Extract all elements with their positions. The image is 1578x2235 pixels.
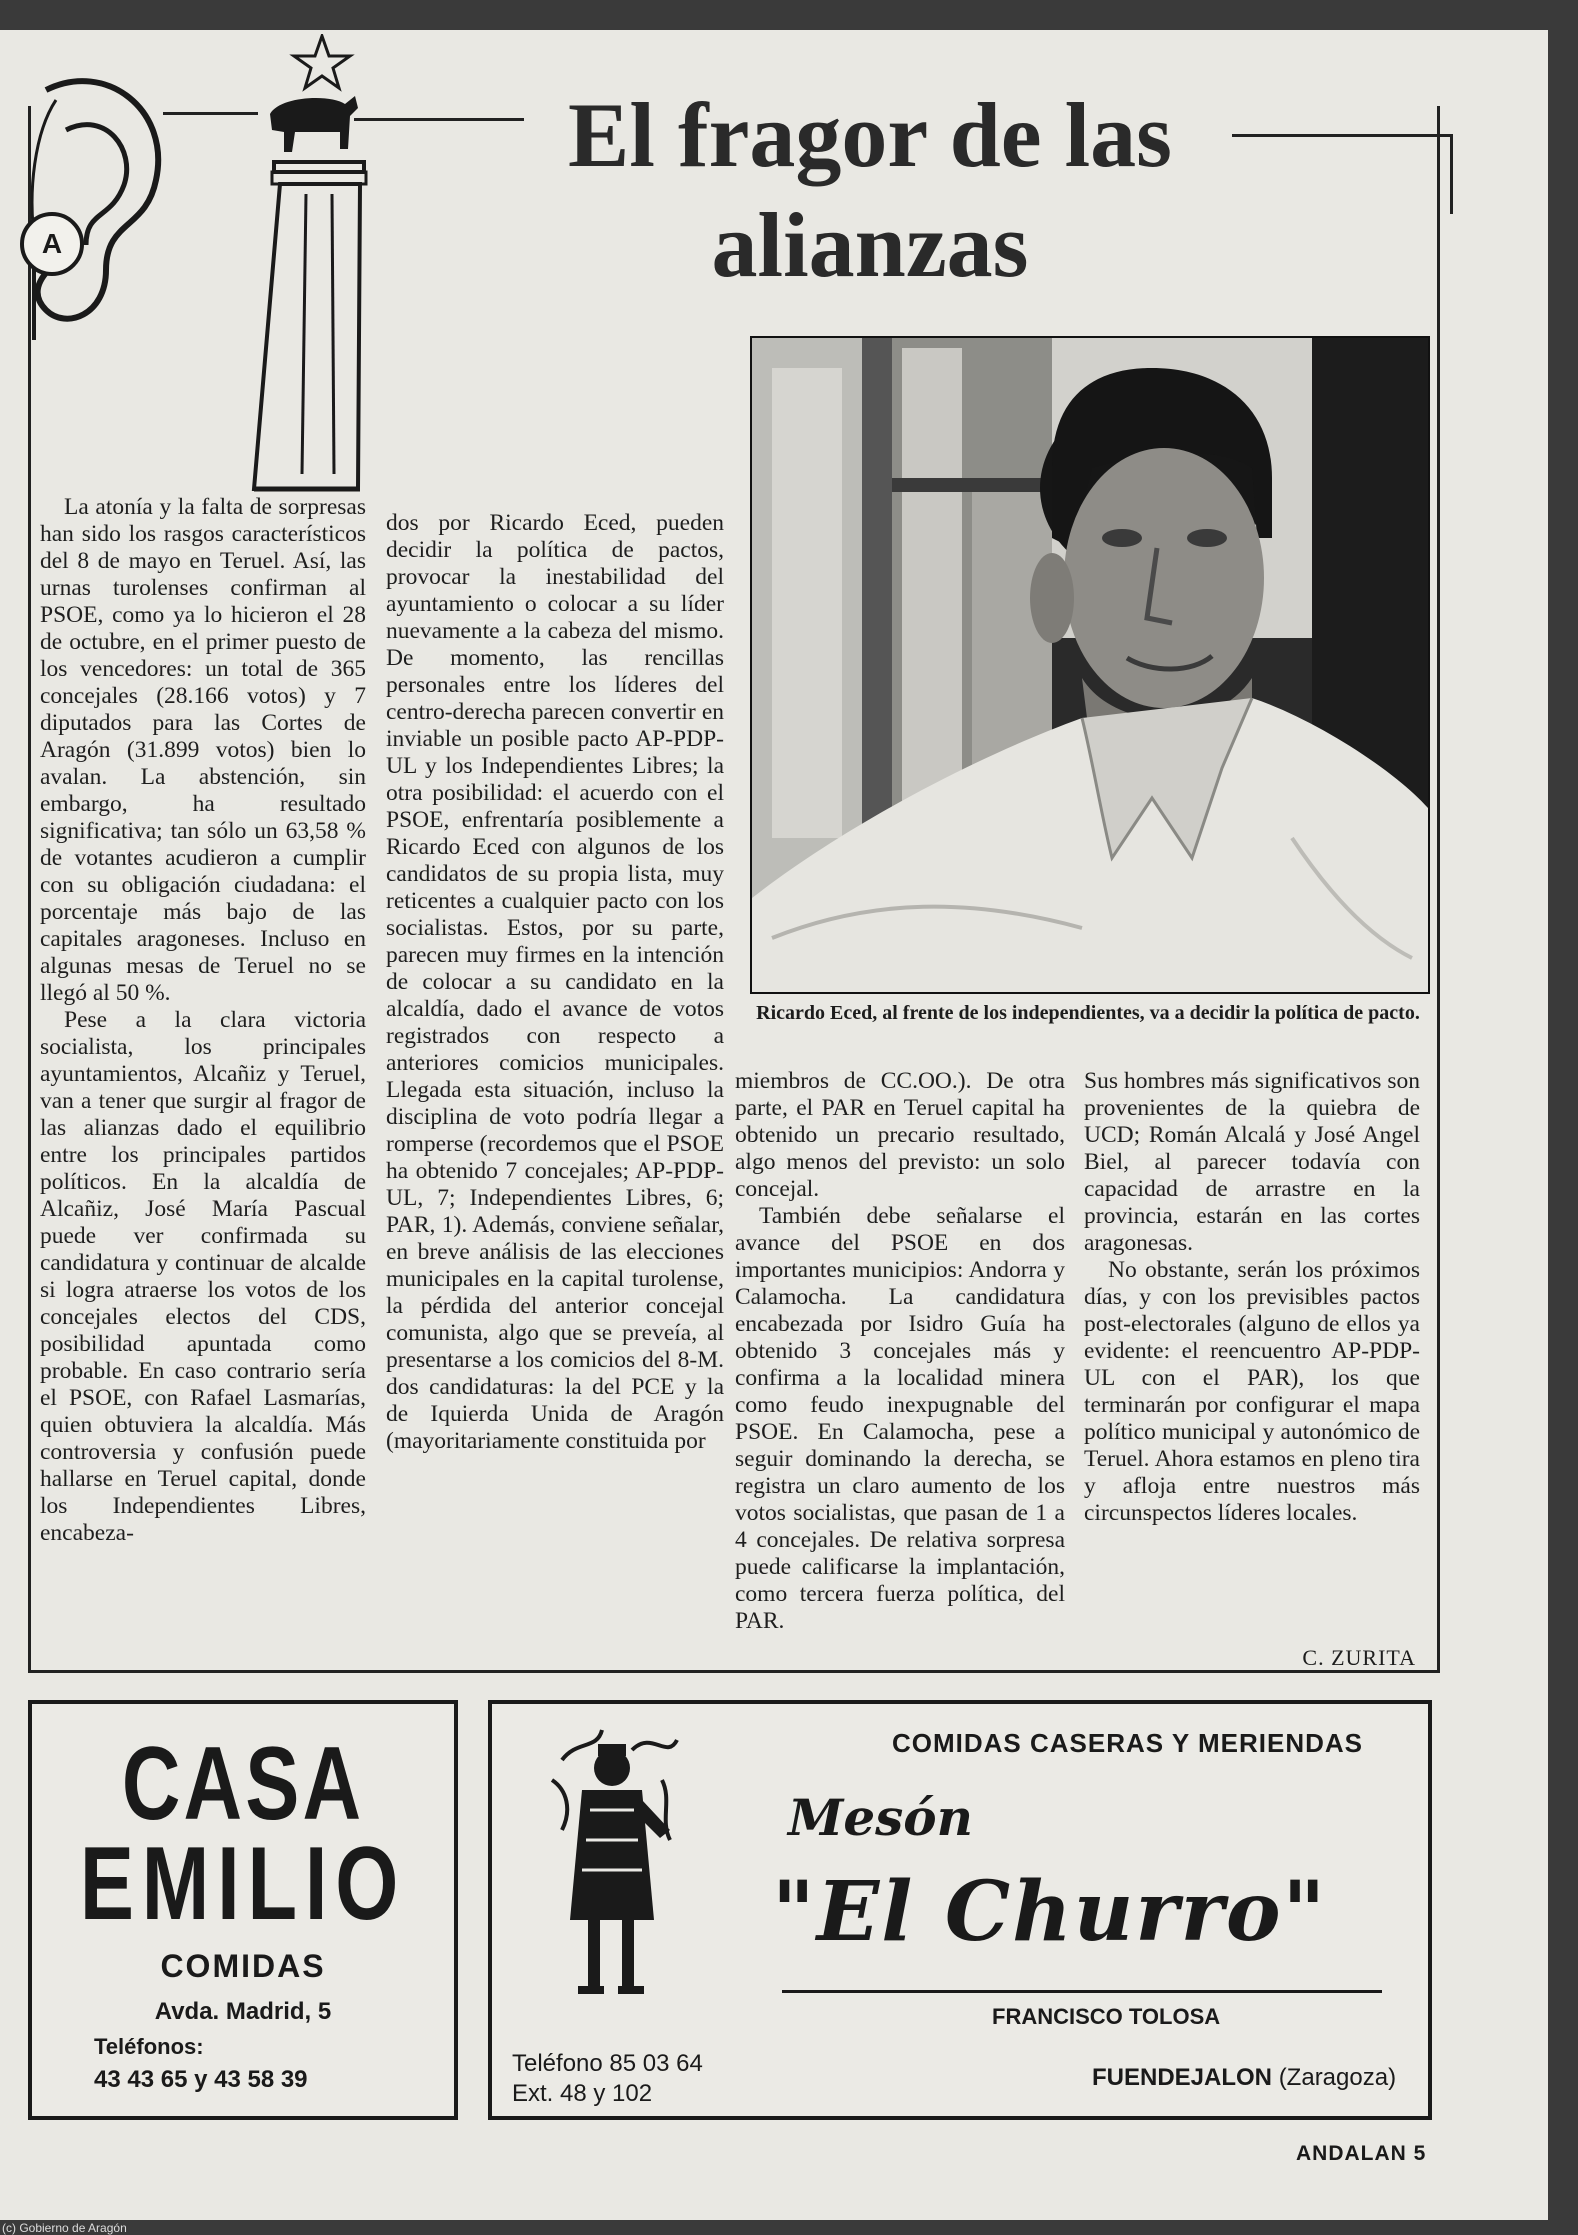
paragraph: dos por Ricardo Eced, pueden decidir la política de pactos, provocar la inestabilidad del ayuntamiento o colocar a su líder nuevamente a la cabeza del mismo. De momento, las rencillas personales entre los líderes del centro-derecha parecen convertir en inviable un posible pacto AP-PDP-UL y los Independientes Libres; la otra posibilidad: el acuerdo con el PSOE, enfrentaría posiblemente a Ricardo Eced con algunos de los candidatos de su propia lista, muy reticentes a cualquier pacto con los socialistas. Estos, por su parte, parecen muy firmes en la intención de colocar a su candidato en la alcaldía, dado el avance de votos registrados con respecto a anteriores comicios municipales. Llegada esta situación, incluso la disciplina de voto podría llegar a romperse (recordemos que el PSOE ha obtenido 7 concejales; AP-PDP-UL, 7; Independientes Libres, 6; PAR, 1). Además, conviene señalar, en breve análisis de las elecciones municipales en la capital turolense, la pérdida del anterior concejal comunista, algo que se preveía, al presentarse a los comicios del 8-M. dos candidaturas: la del PCE y la de Iquierda Unida de Aragón (mayoritariamente constituida por [386,510,724,1454]
meson-city: FUENDEJALON [1092,2064,1273,2091]
casa-emilio-subtitle: COMIDAS [160,1948,326,1984]
paragraph: No obstante, serán los próximos días, y con los previsibles pactos post-electorales (alguno de ellos ya evidente: el reencuentro AP-PDP-UL con el PAR), los que terminarán por configurar el mapa político municipal y autonómico de Teruel. Ahora estamos en pleno tira y afloja entre nuestros más circunspectos líderes locales. [1084,1257,1420,1526]
meson-region: (Zaragoza) [1278,2064,1397,2091]
headline-rule-right [1232,134,1452,137]
casa-emilio-phones-label: Teléfonos: [94,2034,204,2059]
portrait-photo [750,336,1430,994]
headline [520,80,1220,300]
headline-rule-left [163,112,258,115]
casa-emilio-title-line-2: EMILIO [79,1826,407,1942]
magazine-name: ANDALAN [1296,2142,1407,2165]
page-number: 5 [1413,2142,1427,2165]
article-column-4 [1084,1068,1420,1527]
article-column-3 [735,1068,1065,1635]
ad-meson-el-churro [488,1700,1432,2120]
meson-divider [782,1990,1382,1993]
article-column-1 [40,494,366,1547]
teruel-column-emblem-icon [250,34,370,504]
portrait-photo-image [752,338,1428,992]
meson-word: Mesón [788,1788,974,1847]
casa-emilio-title-line-1: CASA [121,1726,365,1842]
meson-name: "El Churro" [772,1864,1328,1960]
meson-ext: Ext. 48 y 102 [512,2080,653,2107]
section-badge [20,212,84,276]
ad-casa-emilio [28,1700,458,2120]
paragraph: miembros de CC.OO.). De otra parte, el PAR en Teruel capital ha obtenido un precario resultado, algo menos del previsto: un solo concejal. [735,1068,1065,1202]
meson-owner: FRANCISCO TOLOSA [992,2004,1221,2029]
character-illustration-icon [542,1720,682,2020]
casa-emilio-phones: 43 43 65 y 43 58 39 [94,2066,308,2093]
headline-line-2: alianzas [711,194,1029,296]
meson-tagline: COMIDAS CASERAS Y MERIENDAS [892,1728,1363,1758]
meson-phone: Teléfono 85 03 64 [512,2050,703,2077]
author-signature: C. ZURITA [1302,1645,1416,1670]
page-footer [1296,2142,1426,2166]
ear-emblem-icon [6,70,166,340]
article-column-2 [386,510,724,1455]
paragraph: La atonía y la falta de sorpresas han sido los rasgos característicos del 8 de mayo en Teruel. Así, las urnas turolenses confirman al PSOE, como ya lo hicieron el 28 de octubre, en el primer puesto de los vencedores: un total de 365 concejales (28.166 votos) y 7 diputados para las Cortes de Aragón (31.899 votos) bien lo avalan. La abstención, sin embargo, ha resultado significativa; tan sólo un 63,58 % de votantes acudieron a cumplir con su obligación ciudadana: el porcentaje más bajo de las capitales aragoneses. Incluso en algunas mesas de Teruel no se llegó al 50 %. [40,494,366,1006]
paragraph: Sus hombres más significativos son provenientes de la quiebra de UCD; Román Alcalá y José Angel Biel, al parecer todavía con capacidad de arrastre en la provincia, estarán en las cortes aragonesas. [1084,1068,1420,1256]
casa-emilio-address: Avda. Madrid, 5 [154,1998,332,2025]
headline-rule-mid [354,118,524,121]
photo-caption: Ricardo Eced, al frente de los independientes, va a decidir la política de pacto. [756,1002,1420,1024]
image-credit: (c) Gobierno de Aragón [2,2221,127,2235]
headline-rule-right-drop [1450,134,1453,214]
headline-line-1: El fragor de las [568,84,1172,186]
paragraph: Pese a la clara victoria socialista, los principales ayuntamientos, Alcañiz y Teruel, van a tener que surgir al fragor de las alianzas dado el equilibrio entre los principales partidos políticos. En la alcaldía de Alcañiz, José María Pascual puede ver confirmada su candidatura y continuar de alcalde si logra atraerse los votos de los concejales electos del CDS, posibilidad apuntada como probable. En caso contrario sería el PSOE, con Rafael Lasmarías, quien obtuviera la alcaldía. Más controversia y confusión puede hallarse en Teruel capital, donde los Independientes Libres, encabeza- [40,1007,366,1546]
section-badge-letter: A [41,228,63,259]
meson-location [1092,2064,1396,2092]
paragraph: También debe señalarse el avance del PSOE en dos importantes municipios: Andorra y Calamocha. La candidatura encabezada por Isidro Guía ha obtenido 3 concejales más y confirma a la localidad minera como feudo inexpugnable del PSOE. En Calamocha, pese a seguir dominando la derecha, se registra un claro aumento de los votos socialistas, que pasan de 1 a 4 concejales. De relativa sorpresa puede calificarse la implantación, como tercera fuerza política, del PAR. [735,1203,1065,1634]
